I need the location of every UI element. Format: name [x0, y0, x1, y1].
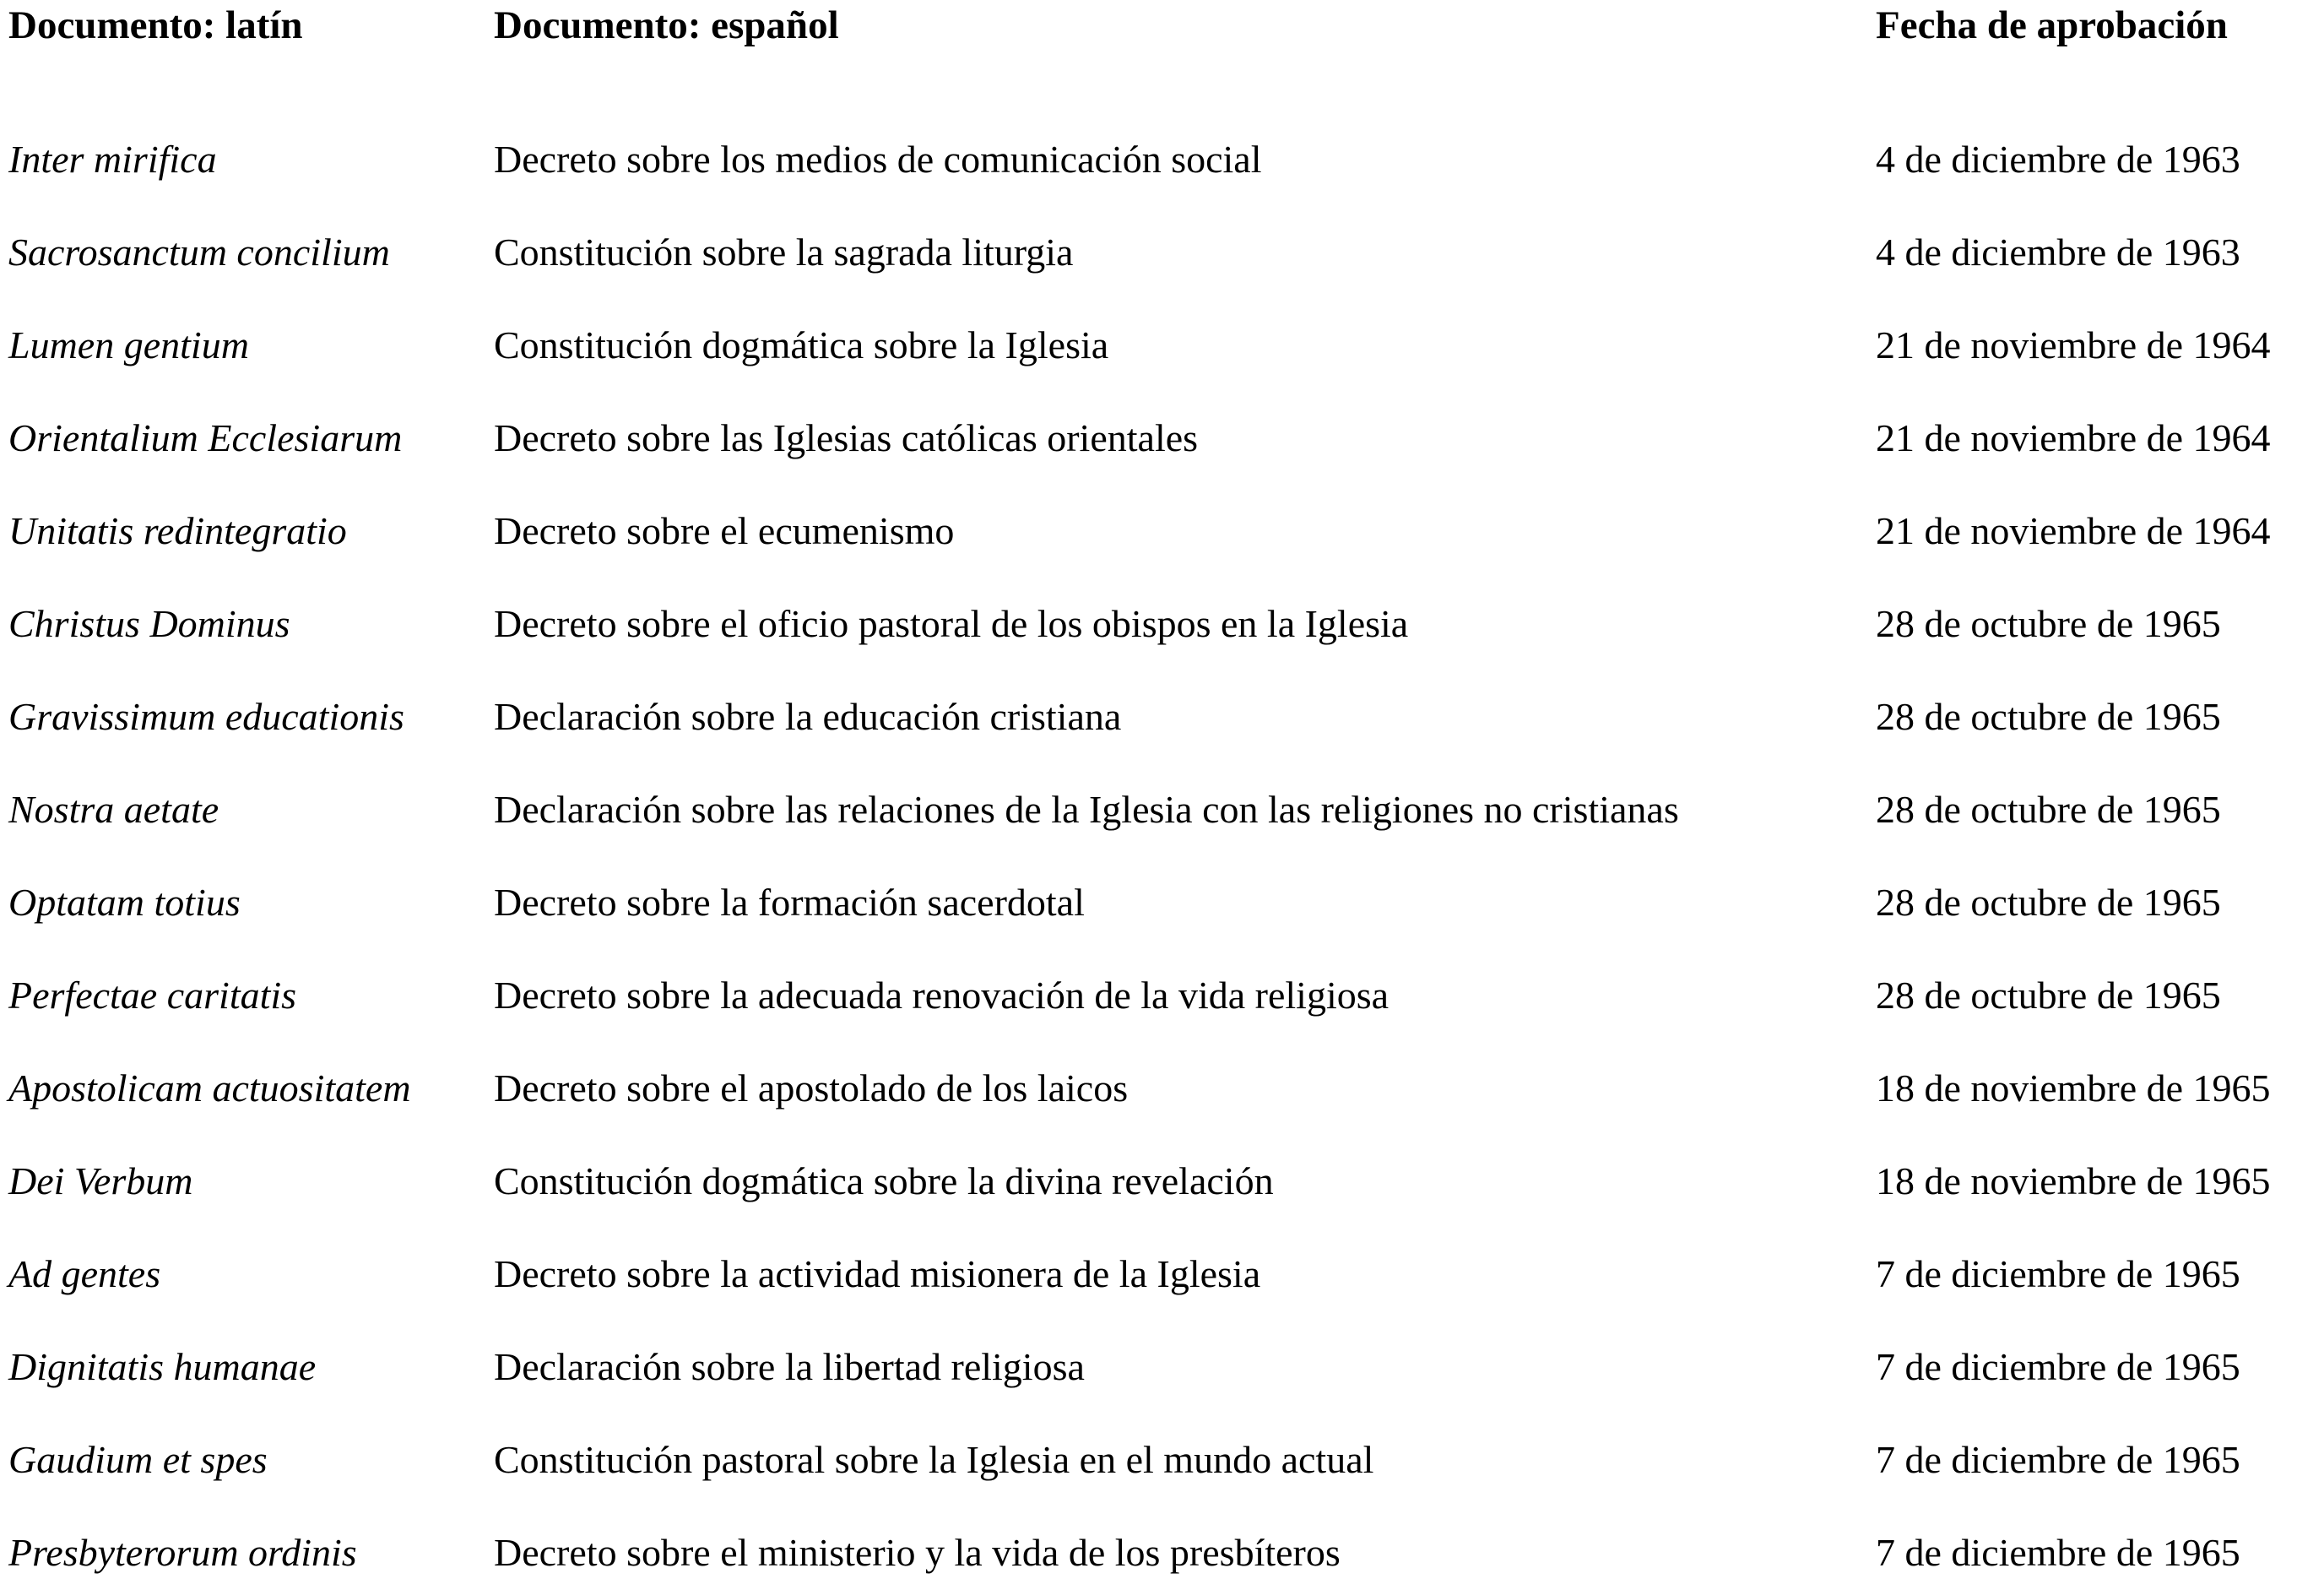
spanish-title-cell: Constitución sobre la sagrada liturgia [494, 231, 1074, 274]
approval-date-cell: 28 de octubre de 1965 [1876, 974, 2221, 1017]
table-row [8, 1439, 2316, 1481]
latin-name-cell: Unitatis redintegratio [8, 509, 347, 552]
approval-date-cell: 21 de noviembre de 1964 [1876, 509, 2271, 552]
spanish-title-cell: Constitución dogmática sobre la Iglesia [494, 323, 1109, 366]
spanish-title-cell: Decreto sobre las Iglesias católicas orientales [494, 416, 1199, 459]
latin-name-cell: Gravissimum educationis [8, 695, 404, 738]
table-row [8, 1067, 2316, 1110]
spanish-title-cell: Decreto sobre la actividad misionera de la Iglesia [494, 1252, 1261, 1295]
table-row [8, 1160, 2316, 1202]
latin-name-cell: Optatam totius [8, 881, 241, 924]
table-row [8, 1253, 2316, 1295]
column-header-date: Fecha de aprobación [1876, 3, 2228, 47]
latin-name-cell: Dei Verbum [8, 1159, 193, 1202]
latin-name-cell: Lumen gentium [8, 323, 249, 366]
spanish-title-cell: Decreto sobre el apostolado de los laicos [494, 1066, 1129, 1110]
spanish-title-cell: Decreto sobre el oficio pastoral de los obispos en la Iglesia [494, 602, 1409, 645]
table-row [8, 231, 2316, 274]
spanish-title-cell: Decreto sobre la adecuada renovación de la vida religiosa [494, 974, 1390, 1017]
approval-date-cell: 28 de octubre de 1965 [1876, 788, 2221, 831]
table-row [8, 1532, 2316, 1574]
table-row [8, 882, 2316, 924]
spanish-title-cell: Declaración sobre la libertad religiosa [494, 1345, 1085, 1388]
column-header-spanish: Documento: español [494, 3, 839, 47]
table-row [8, 789, 2316, 831]
spanish-title-cell: Decreto sobre la formación sacerdotal [494, 881, 1085, 924]
spanish-title-cell: Declaración sobre la educación cristiana [494, 695, 1122, 738]
latin-name-cell: Inter mirifica [8, 138, 217, 181]
approval-date-cell: 4 de diciembre de 1963 [1876, 231, 2240, 274]
approval-date-cell: 7 de diciembre de 1965 [1876, 1252, 2240, 1295]
approval-date-cell: 7 de diciembre de 1965 [1876, 1345, 2240, 1388]
approval-date-cell: 7 de diciembre de 1965 [1876, 1438, 2240, 1481]
latin-name-cell: Perfectae caritatis [8, 974, 297, 1017]
latin-name-cell: Dignitatis humanae [8, 1345, 317, 1388]
latin-name-cell: Apostolicam actuositatem [8, 1066, 411, 1110]
table-row [8, 510, 2316, 552]
table-row [8, 324, 2316, 366]
latin-name-cell: Christus Dominus [8, 602, 290, 645]
spanish-title-cell: Decreto sobre los medios de comunicación social [494, 138, 1262, 181]
spanish-title-cell: Constitución dogmática sobre la divina revelación [494, 1159, 1274, 1202]
table-row [8, 603, 2316, 645]
approval-date-cell: 21 de noviembre de 1964 [1876, 323, 2271, 366]
approval-date-cell: 18 de noviembre de 1965 [1876, 1066, 2271, 1110]
table-header-row [8, 4, 2316, 46]
latin-name-cell: Gaudium et spes [8, 1438, 268, 1481]
latin-name-cell: Presbyterorum ordinis [8, 1531, 357, 1574]
spanish-title-cell: Decreto sobre el ecumenismo [494, 509, 955, 552]
column-header-latin: Documento: latín [8, 3, 303, 47]
table-row [8, 696, 2316, 738]
table-row [8, 417, 2316, 459]
latin-name-cell: Nostra aetate [8, 788, 219, 831]
approval-date-cell: 28 de octubre de 1965 [1876, 602, 2221, 645]
table-row [8, 1346, 2316, 1388]
latin-name-cell: Ad gentes [8, 1252, 161, 1295]
latin-name-cell: Sacrosanctum concilium [8, 231, 390, 274]
spanish-title-cell: Decreto sobre el ministerio y la vida de los presbíteros [494, 1531, 1341, 1574]
table-row [8, 138, 2316, 181]
table-row [8, 974, 2316, 1017]
approval-date-cell: 28 de octubre de 1965 [1876, 881, 2221, 924]
approval-date-cell: 28 de octubre de 1965 [1876, 695, 2221, 738]
approval-date-cell: 21 de noviembre de 1964 [1876, 416, 2271, 459]
approval-date-cell: 18 de noviembre de 1965 [1876, 1159, 2271, 1202]
latin-name-cell: Orientalium Ecclesiarum [8, 416, 403, 459]
approval-date-cell: 7 de diciembre de 1965 [1876, 1531, 2240, 1574]
spanish-title-cell: Constitución pastoral sobre la Iglesia en el mundo actual [494, 1438, 1374, 1481]
approval-date-cell: 4 de diciembre de 1963 [1876, 138, 2240, 181]
spanish-title-cell: Declaración sobre las relaciones de la Iglesia con las religiones no cristianas [494, 788, 1679, 831]
